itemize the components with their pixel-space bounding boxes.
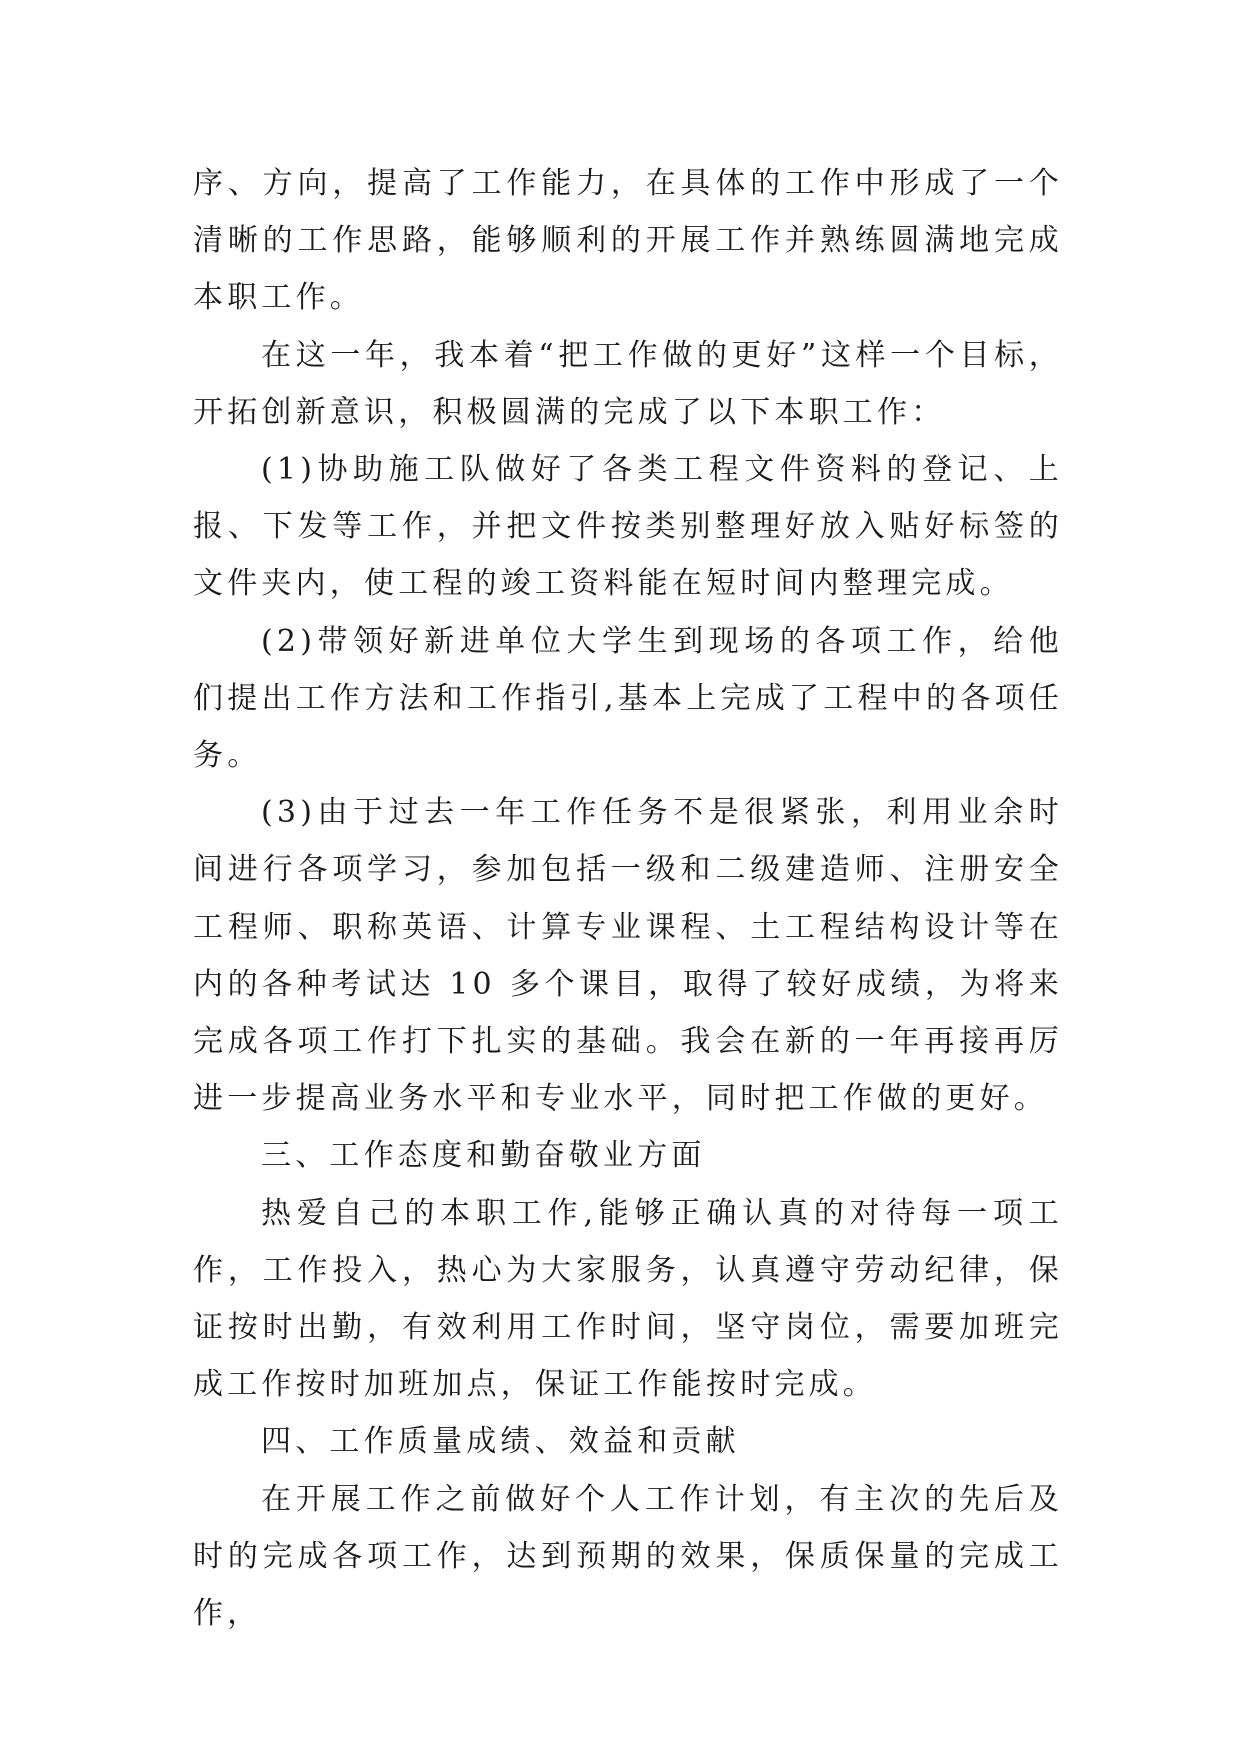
paragraph-3: (1)协助施工队做好了各类工程文件资料的登记、上报、下发等工作，并把文件按类别整理好放入贴好标签的文件夹内，使工程的竣工资料能在短时间内整理完成。 (193, 452, 1063, 602)
paragraph-6: 热爱自己的本职工作,能够正确认真的对待每一项工作，工作投入，热心为大家服务，认真遵守劳动纪律，保证按时出勤，有效利用工作时间，坚守岗位，需要加班完成工作按时加班加点，保证工作能按时完成。 (193, 1195, 1063, 1403)
paragraph-2: 在这一年，我本着“把工作做的更好”这样一个目标，开拓创新意识，积极圆满的完成了以下本职工作： (193, 337, 1063, 430)
document-body (193, 155, 1063, 1642)
paragraph-5: (3)由于过去一年工作任务不是很紧张，利用业余时间进行各项学习，参加包括一级和二级建造师、注册安全工程师、职称英语、计算专业课程、土工程结构设计等在内的各种考试达 10 多个课目，取得了较好成绩，为将来完成各项工作打下扎实的基础。我会在新的一年再接再厉进一步提高业务水平和专业水平，同时把工作做的更好。 (193, 795, 1063, 1117)
paragraph-4: (2)带领好新进单位大学生到现场的各项工作，给他们提出工作方法和工作指引,基本上完成了工程中的各项任务。 (193, 623, 1063, 774)
paragraph-1: 序、方向，提高了工作能力，在具体的工作中形成了一个清晰的工作思路，能够顺利的开展工作并熟练圆满地完成本职工作。 (193, 166, 1063, 316)
paragraph-7: 在开展工作之前做好个人工作计划，有主次的先后及时的完成各项工作，达到预期的效果，保质保量的完成工作， (193, 1481, 1063, 1632)
section-heading-4: 四、工作质量成绩、效益和贡献 (261, 1424, 740, 1460)
section-heading-3: 三、工作态度和勤奋敬业方面 (261, 1138, 706, 1174)
